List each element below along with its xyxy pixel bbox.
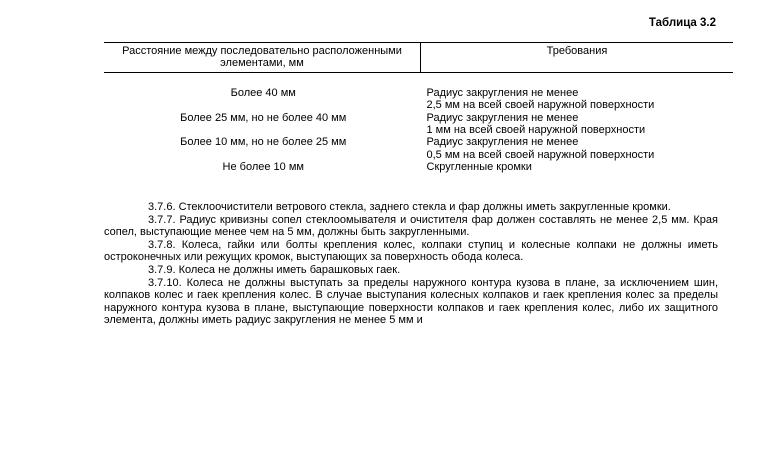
table-row [104, 112, 733, 137]
row-distance: Более 40 мм [230, 86, 296, 99]
table-row [104, 136, 733, 161]
table-caption: Таблица 3.2 [648, 17, 716, 29]
paragraph-3-7-6: 3.7.6. Стеклоочистители ветрового стекла, заднего стекла и фар должны иметь закругленные кромки. [148, 201, 671, 213]
document-body-text [104, 201, 718, 327]
row-requirement: Радиус закругления не менее 0,5 мм на всей своей наружной поверхности [426, 136, 655, 161]
row-distance: Не более 10 мм [222, 161, 304, 174]
paragraph-3-7-8: 3.7.8. Колеса, гайки или болты крепления колес, колпаки ступиц и колесные колпаки не должны иметь остроконечных или режущих кромок, выступающих за поверхность обода колеса. [104, 238, 718, 264]
row-requirement: Скругленные кромки [426, 161, 532, 174]
row-distance: Более 10 мм, но не более 25 мм [180, 136, 347, 149]
table-header-row [104, 43, 733, 73]
paragraph-3-7-9: 3.7.9. Колеса не должны иметь барашковых гаек. [148, 263, 401, 276]
paragraph-3-7-7: 3.7.7. Радиус кривизны сопел стеклоомывателя и очистителя фар должен составлять не менее 2,5 мм. Края сопел, выступающие менее чем на 5 мм, должны быть закругленными. [104, 213, 718, 239]
requirements-table [104, 42, 733, 174]
header-requirements: Требования [546, 45, 608, 57]
table-row [104, 72, 733, 111]
clipped-previous-line [108, 0, 708, 3]
paragraph-3-7-10: 3.7.10. Колеса не должны выступать за пределы наружного контура кузова в плане, за исключением шин, колпаков колес и гаек крепления колес. В случае выступания колесных колпаков и гаек крепления колес за пределы наружного контура кузова в плане, выступающие поверхности колпаков и гаек крепления колес, либо их защитного элемента, должны иметь радиус закругления не менее 5 мм и [104, 276, 718, 327]
row-requirement: Радиус закругления не менее 1 мм на всей своей наружной поверхности [426, 111, 646, 137]
table-row [104, 161, 733, 173]
row-distance: Более 25 мм, но не более 40 мм [180, 111, 347, 124]
row-requirement: Радиус закругления не менее 2,5 мм на всей своей наружной поверхности [426, 86, 655, 112]
header-distance: Расстояние между последовательно расположенными элементами, мм [104, 43, 421, 73]
